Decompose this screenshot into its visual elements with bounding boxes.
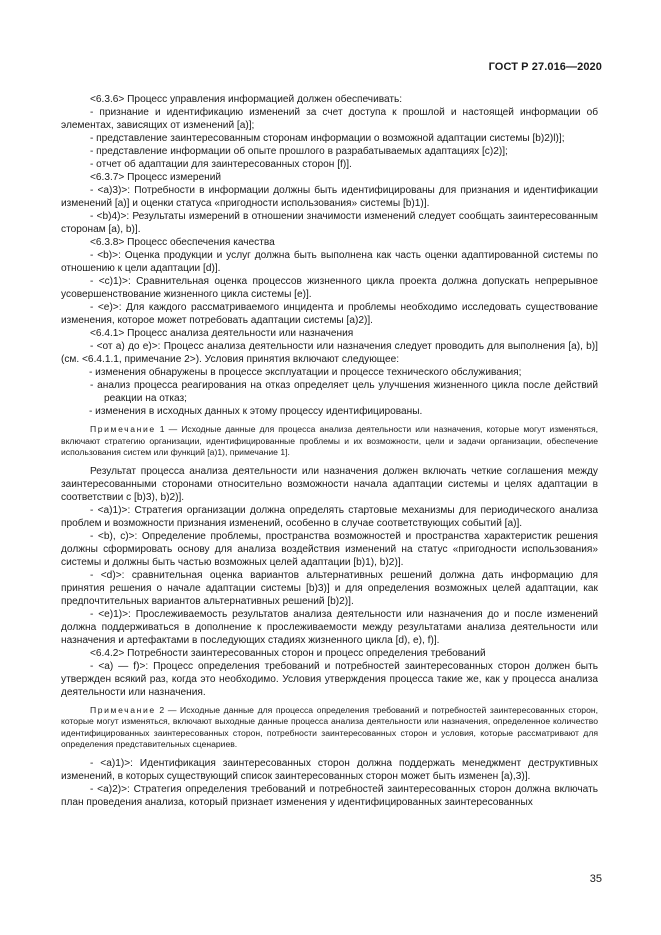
note-label: Примечание (90, 424, 156, 434)
note-text: 1 — Исходные данные для процесса анализа деятельности или назначения, которые могут изменяться, включают стратегию организации, идентифицированные проблемы и их возможности, цели и задачи организации, обеспечение использования систем или функций [a)1), примечание 1]. (61, 424, 598, 457)
note-label: Примечание (90, 704, 156, 715)
list-item: - представление заинтересованным сторонам информации о возможной адаптации системы [b)2)l)]; (90, 133, 565, 144)
sub-list-item: - изменения обнаружены в процессе эксплуатации и процессе технического обслуживания; (89, 367, 522, 378)
list-item: - <b), c)>: Определение проблемы, пространства возможностей и пространства характеристик решения должны сформировать основу для анализа воздействия изменений на статус «пригодности использования» системы и должны быть частью возможных целей адаптации [b)1), b)2)]. (61, 530, 598, 568)
list-item: - <a)1)>: Идентификация заинтересованных сторон должна поддержать менеджмент деструктивных изменений, в которых существующий список заинтересованных сторон может быть изменен [a),3)]. (61, 757, 598, 782)
list-item: - <c)1)>: Сравнительная оценка процессов жизненного цикла проекта должна допускать непрерывное усовершенствование жизненного цикла системы [e)]. (61, 276, 598, 300)
clause-heading: <6.4.2> Потребности заинтересованных сторон и процесс определения требований (90, 647, 486, 659)
list-item: - <a)3)>: Потребности в информации должны быть идентифицированы для признания и идентификации изменений [a)] и оценки статуса «пригодности использования» системы [b)1)]. (61, 185, 598, 209)
standard-header: ГОСТ Р 27.016—2020 (488, 61, 602, 73)
list-item: - <e)>: Для каждого рассматриваемого инцидента и проблемы необходимо исследовать существование изменения, которое может потребовать адаптации системы [a)2)]. (61, 302, 598, 326)
page-body (61, 93, 598, 809)
list-item: - <от a) до e)>: Процесс анализа деятельности или назначения следует проводить для выполнения [a), b)] (см. <6.4.1.1, примечание 2>). Условия принятия включают следующее: (61, 341, 598, 365)
list-item: - <d)>: сравнительная оценка вариантов альтернативных решений должна дать информацию для принятия решения о начале адаптации системы [b)3)] и для определения возможных целей адаптации, как предпочтительных вариантов альтернативных решений [b)2)]. (61, 569, 598, 607)
sub-list-item: - анализ процесса реагирования на отказ определяет цель улучшения жизненного цикла после действий реакции на отказ; (90, 380, 598, 404)
page-number: 35 (589, 873, 602, 885)
list-item: - признание и идентификацию изменений за счет доступа к прошлой и настоящей информации об элементах, зависящих от изменений [a)]; (61, 107, 598, 131)
list-item: - <a) — f)>: Процесс определения требований и потребностей заинтересованных сторон должен быть утвержден всякий раз, когда это необходимо. Условия утверждения процесса такие же, как у процесса анализа деятельности или назначения. (61, 660, 598, 698)
note-text: 2 — Исходные данные для процесса определения требований и потребностей заинтересованных сторон, которые могут изменяться, включают выходные данные процесса анализа деятельности или назначения, определенное количество идентифицированных заинтересованных сторон, потребности заинтересованных сторон и условия, которые рассматривают для определения представительных сценариев. (61, 704, 598, 749)
sub-list-item: - изменения в исходных данных к этому процессу идентифицированы. (89, 406, 423, 417)
list-item: - <b)>: Оценка продукции и услуг должна быть выполнена как часть оценки адаптированной системы по отношению к цели адаптации [d)]. (61, 250, 598, 274)
list-item: - представление информации об опыте прошлого в разрабатываемых адаптациях [c)2)]; (90, 146, 508, 157)
list-item: - отчет об адаптации для заинтересованных сторон [f)]. (90, 159, 352, 170)
note-2 (61, 705, 598, 751)
paragraph: Результат процесса анализа деятельности или назначения должен включать четкие соглашения между заинтересованными сторонами относительно возможности начала адаптации системы и целях адаптации в соответствии с [b)3), b)2)]. (61, 465, 598, 503)
list-item: - <a)2)>: Стратегия определения требований и потребностей заинтересованных сторон должна включать план проведения анализа, который признает изменения у идентифицированных заинтересованных (61, 783, 598, 808)
list-item: - <b)4)>: Результаты измерений в отношении значимости изменений следует сообщать заинтересованным сторонам [a), b)]. (61, 211, 598, 235)
clause-heading: <6.3.6> Процесс управления информацией должен обеспечивать: (90, 94, 403, 105)
list-item: - <e)1)>: Прослеживаемость результатов анализа деятельности или назначения до и после изменений должна поддерживаться в дополнение к прослеживаемости между результатами анализа деятельности или назначения и артефактами в последующих стадиях жизненного цикла [d), e), f)]. (61, 608, 598, 646)
clause-heading: <6.3.7> Процесс измерений (90, 172, 222, 183)
list-item: - <a)1)>: Стратегия организации должна определять стартовые механизмы для периодического анализа проблем и возможности признания изменений, особенно в случае соответствующих событий [a)]. (61, 504, 598, 529)
clause-heading: <6.3.8> Процесс обеспечения качества (90, 237, 275, 248)
clause-heading: <6.4.1> Процесс анализа деятельности или назначения (90, 328, 354, 339)
note-1 (61, 424, 598, 459)
